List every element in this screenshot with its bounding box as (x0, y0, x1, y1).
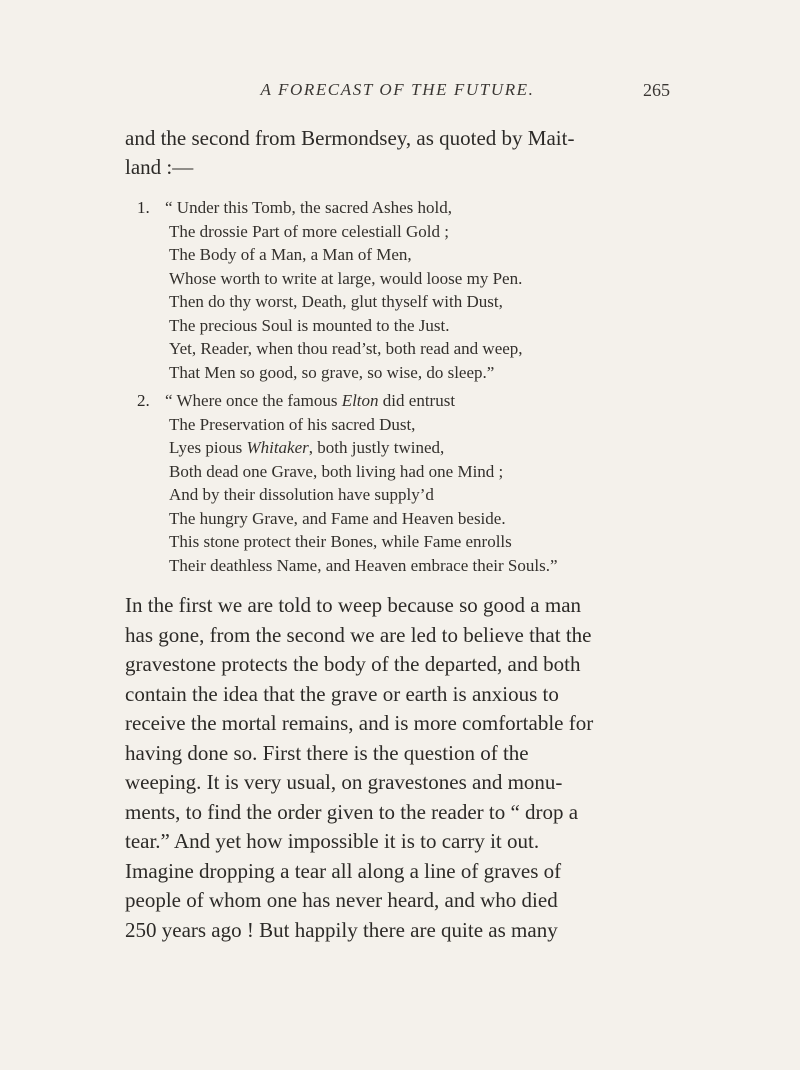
verse-line: That Men so good, so grave, so wise, do sleep.” (169, 362, 495, 382)
verse-line: Yet, Reader, when thou read’st, both read and weep, (169, 339, 523, 358)
intro-line: land :— (125, 155, 194, 179)
page-number: 265 (643, 80, 670, 100)
intro-paragraph (125, 124, 673, 182)
body-line: having done so. First there is the question of the (125, 740, 529, 765)
body-line: Imagine dropping a tear all along a line of graves of (125, 858, 562, 883)
body-line: people of whom one has never heard, and who died (125, 888, 558, 912)
verse-line: “ Under this Tomb, the sacred Ashes hold, (165, 198, 452, 217)
body-line: receive the mortal remains, and is more comfortable for (125, 711, 594, 735)
running-title: A FORECAST OF THE FUTURE. (260, 80, 535, 99)
italic-name: Elton (341, 391, 379, 410)
body-line: 250 years ago ! But happily there are quite as many (125, 917, 558, 942)
verse-line: Their deathless Name, and Heaven embrace their Souls.” (169, 555, 558, 575)
verse-line: “ Where once the famous Elton did entrust (165, 391, 456, 410)
verse-line: Both dead one Grave, both living had one Mind ; (169, 461, 504, 481)
body-paragraph (125, 591, 677, 945)
body-line: In the first we are told to weep because so good a man (125, 593, 582, 617)
verse-line: The hungry Grave, and Fame and Heaven beside. (169, 508, 506, 528)
body-line: contain the idea that the grave or earth is anxious to (125, 681, 559, 706)
verse-line: This stone protect their Bones, while Fame enrolls (169, 532, 512, 551)
body-line: weeping. It is very usual, on gravestones and monu- (125, 770, 563, 794)
verse-line: Whose worth to write at large, would loose my Pen. (169, 268, 523, 288)
italic-name: Whitaker (246, 438, 309, 457)
verse-line: Lyes pious Whitaker, both justly twined, (169, 438, 445, 457)
epitaph-1 (125, 196, 685, 384)
verse-line: The Body of a Man, a Man of Men, (169, 245, 412, 264)
epitaph-verse (165, 196, 685, 384)
epitaph-2 (125, 389, 685, 577)
epitaph-number: 1. (137, 198, 150, 217)
epitaph-list (125, 196, 685, 577)
verse-line: Then do thy worst, Death, glut thyself with Dust, (169, 292, 503, 311)
epitaph-verse (165, 389, 685, 577)
epitaph-number: 2. (137, 391, 150, 410)
verse-line: The Preservation of his sacred Dust, (169, 414, 416, 434)
verse-line: The drossie Part of more celestiall Gold ; (169, 221, 449, 241)
running-head (125, 80, 670, 106)
verse-line: And by their dissolution have supply’d (169, 485, 434, 504)
body-line: gravestone protects the body of the departed, and both (125, 652, 581, 676)
intro-line: and the second from Bermondsey, as quoted by Mait- (125, 126, 575, 150)
body-line: tear.” And yet how impossible it is to carry it out. (125, 829, 540, 853)
body-line: has gone, from the second we are led to believe that the (125, 622, 592, 647)
body-line: ments, to find the order given to the reader to “ drop a (125, 799, 579, 824)
verse-line: The precious Soul is mounted to the Just. (169, 315, 450, 335)
